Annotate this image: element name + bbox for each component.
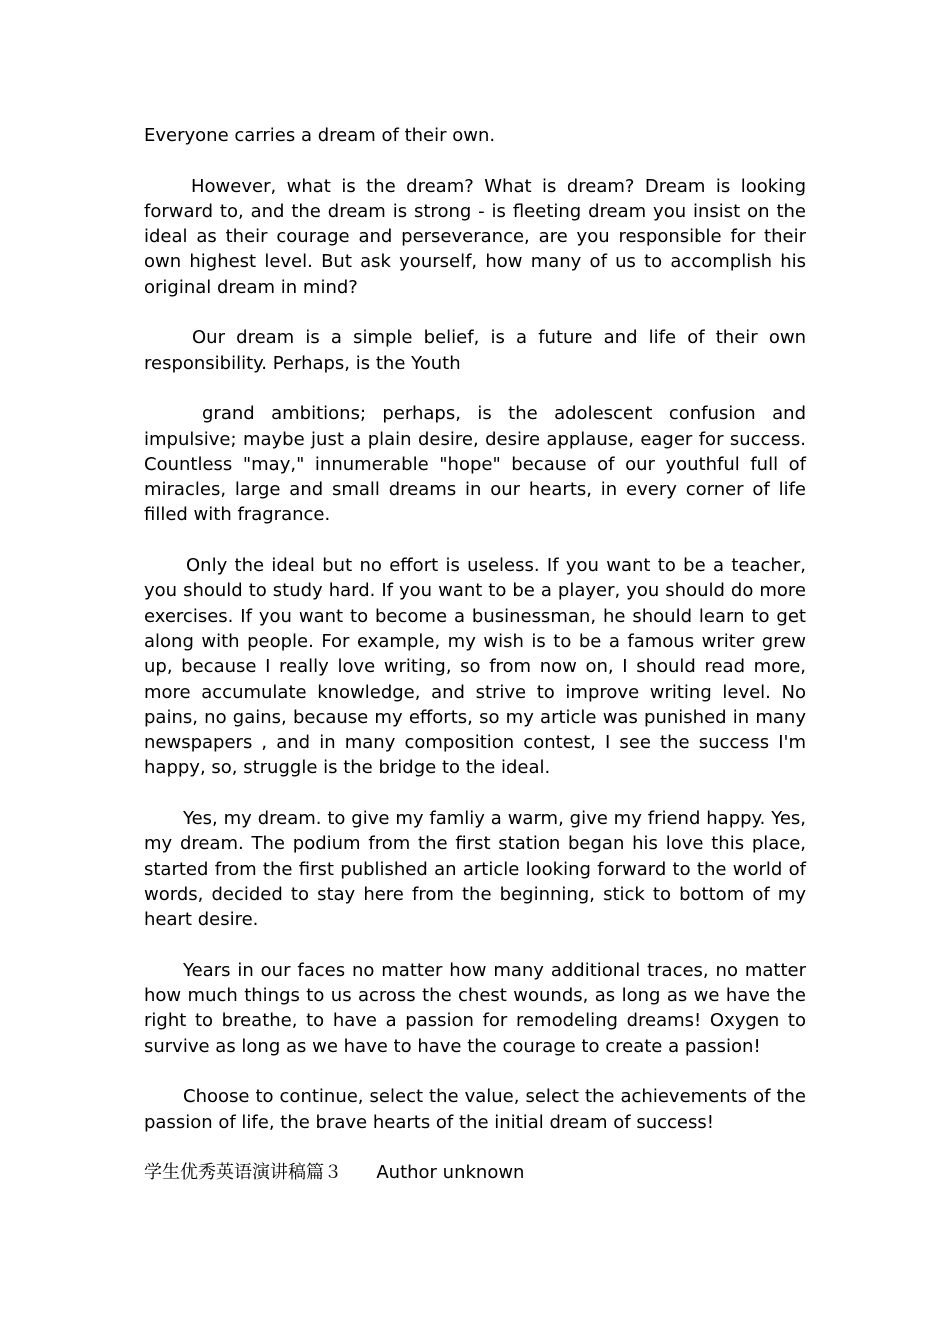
paragraph-7: Choose to continue, select the value, select the achievements of the passion of life, the brave hearts of the initial dream of success!: [144, 1086, 806, 1133]
paragraph-2: Our dream is a simple belief, is a future and life of their own responsibility. Perhaps, is the Youth: [144, 327, 806, 374]
document-page: [144, 123, 806, 1185]
footer-title: 学生优秀英语演讲稿篇３: [144, 1162, 342, 1184]
paragraph-1: However, what is the dream? What is dream? Dream is looking forward to, and the dream is strong - is fleeting dream you insist on the ideal as their courage and perseverance, are you responsible for their own highest level. But ask yourself, how many of us to accomplish his original dream in mind?: [144, 175, 806, 298]
paragraph-4: Only the ideal but no effort is useless. If you want to be a teacher, you should to study hard. If you want to be a player, you should do more exercises. If you want to become a businessman, he should learn to get along with people. For example, my wish is to be a famous writer grew up, because I really love writing, so from now on, I should read more, more accumulate knowledge, and strive to improve writing level. No pains, no gains, because my efforts, so my article was punished in many newspapers , and in many composition contest, I see the success I'm happy, so, struggle is the bridge to the ideal.: [144, 555, 806, 779]
paragraph-6: Years in our faces no matter how many additional traces, no matter how much things to us across the chest wounds, as long as we have the right to breathe, to have a passion for remodeling dreams! Oxygen to survive as long as we have to have the courage to create a passion!: [144, 959, 806, 1057]
footer-author: Author unknown: [376, 1162, 525, 1184]
intro-line: Everyone carries a dream of their own.: [144, 125, 496, 146]
footer-line: [144, 1160, 806, 1185]
paragraph-3: grand ambitions; perhaps, is the adolescent confusion and impulsive; maybe just a plain desire, desire applause, eager for success. Countless "may," innumerable "hope" because of our youthful full of miracles, large and small dreams in our hearts, in every corner of life filled with fragrance.: [144, 403, 806, 526]
paragraph-5: Yes, my dream. to give my famliy a warm, give my friend happy. Yes, my dream. The podium from the first station began his love this place, started from the first published an article looking forward to the world of words, decided to stay here from the beginning, stick to bottom of my heart desire.: [144, 808, 806, 931]
